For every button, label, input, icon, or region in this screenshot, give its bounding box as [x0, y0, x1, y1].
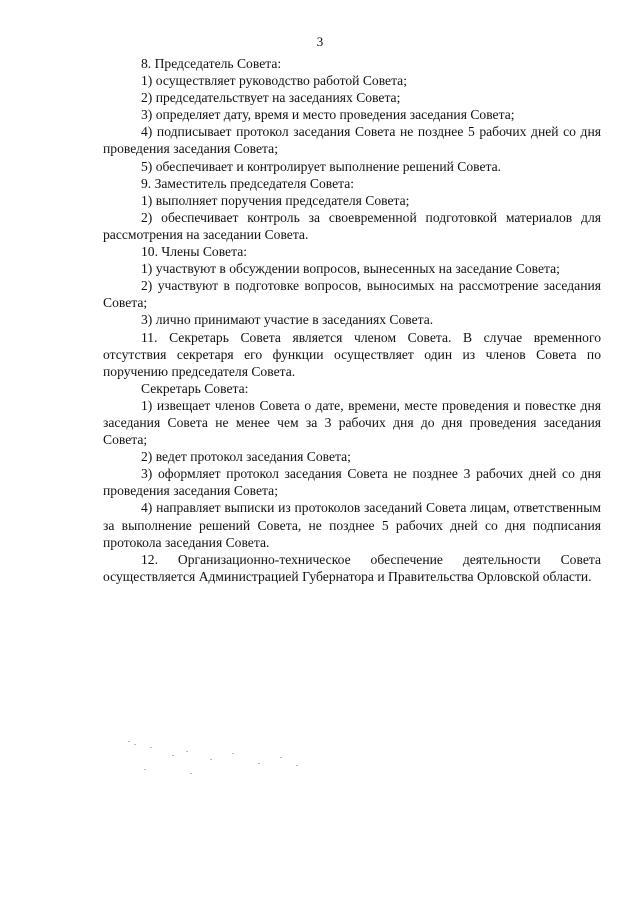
secretary-item-3: 3) оформляет протокол заседания Совета не позднее 3 рабочих дней со дня проведения заседания Совета; [103, 466, 601, 499]
section-9-item-2: 2) обеспечивает контроль за своевременной подготовкой материалов для рассмотрения на заседании Совета. [103, 209, 601, 242]
section-11-text: 11. Секретарь Совета является членом Совета. В случае временного отсутствия секретаря его функции осуществляет один из членов Совета по поручению председателя Совета. [103, 329, 601, 379]
section-10-item-2: 2) участвуют в подготовке вопросов, выносимых на рассмотрение заседания Совета; [103, 278, 601, 311]
section-12-text: 12. Организационно-техническое обеспечение деятельности Совета осуществляется Администрацией Губернатора и Правительства Орловской области. [103, 551, 601, 584]
section-10-heading: 10. Члены Совета: [141, 244, 248, 260]
section-8-item-5: 5) обеспечивает и контролирует выполнение решений Совета. [141, 158, 502, 174]
section-8-item-2: 2) председательствует на заседаниях Совета; [141, 90, 401, 106]
secretary-item-1: 1) извещает членов Совета о дате, времени, месте проведения и повестке дня заседания Совета не менее чем за 3 рабочих дня до дня проведения заседания Совета; [103, 397, 601, 448]
scan-artifact [120, 735, 310, 785]
section-9-heading: 9. Заместитель председателя Совета: [141, 175, 355, 191]
secretary-item-4: 4) направляет выписки из протоколов заседаний Совета лицам, ответственным за выполнение решений Совета, не позднее 5 рабочих дней со дня подписания протокола заседания Совета. [103, 500, 601, 550]
section-10-item-3: 3) лично принимают участие в заседаниях Совета. [141, 312, 434, 328]
section-8-item-1: 1) осуществляет руководство работой Совета; [141, 73, 407, 89]
section-8-heading: 8. Председатель Совета: [141, 56, 282, 71]
secretary-item-2: 2) ведет протокол заседания Совета; [141, 449, 351, 465]
section-9-item-1: 1) выполняет поручения председателя Совета; [141, 192, 410, 208]
section-8-item-3: 3) определяет дату, время и место проведения заседания Совета; [141, 107, 515, 123]
secretary-heading: Секретарь Совета: [141, 380, 249, 396]
document-body [103, 55, 601, 585]
section-8-item-4: 4) подписывает протокол заседания Совета не позднее 5 рабочих дней со дня проведения заседания Совета; [103, 124, 601, 157]
page-number: 3 [316, 34, 324, 49]
section-10-item-1: 1) участвуют в обсуждении вопросов, вынесенных на заседание Совета; [141, 261, 560, 277]
